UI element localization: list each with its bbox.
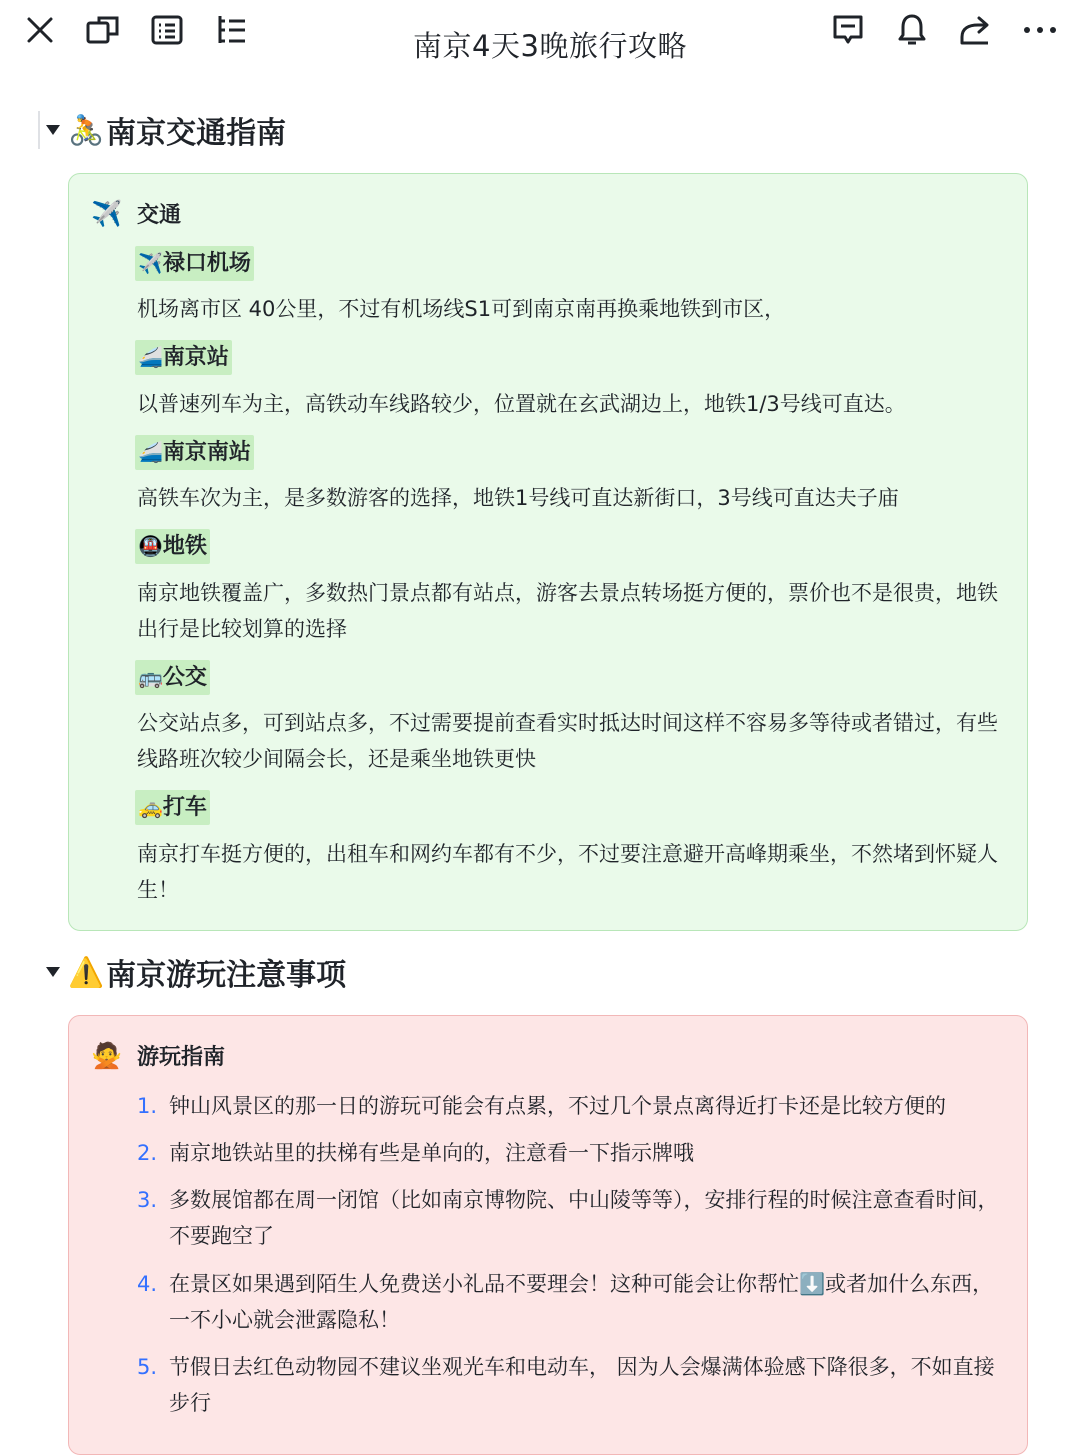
taxi-icon: 🚕 — [138, 795, 163, 819]
sub-heading-bus: 🚌公交 — [135, 660, 210, 695]
callout-title: 交通 — [137, 203, 182, 228]
callout-transport — [68, 173, 1028, 931]
top-toolbar — [0, 0, 1080, 70]
sub-heading-station: 🚄南京站 — [135, 340, 232, 375]
block-indicator — [38, 111, 40, 149]
list-text: 节假日去红色动物园不建议坐观光车和电动车， 因为人会爆满体验感下降很多，不如直接步行 — [169, 1355, 995, 1415]
callout-title: 游玩指南 — [137, 1045, 226, 1070]
metro-icon: 🚇 — [138, 534, 163, 558]
share-icon[interactable] — [956, 10, 996, 50]
sub-heading-metro: 🚇地铁 — [135, 529, 210, 564]
train-icon: 🚄 — [138, 440, 163, 464]
callout-header — [91, 198, 181, 229]
section-header-transport — [38, 105, 286, 155]
collapse-caret-icon[interactable] — [46, 125, 60, 135]
sub-heading-airport: ✈️禄口机场 — [135, 246, 254, 281]
airplane-icon: ✈️ — [91, 199, 123, 228]
paragraph: 南京打车挺方便的，出租车和网约车都有不少，不过要注意避开高峰期乘坐，不然堵到怀疑人生！ — [137, 842, 998, 902]
section-title: 南京交通指南 — [106, 116, 287, 151]
paragraph: 以普速列车为主，高铁动车线路较少，位置就在玄武湖边上，地铁1/3号线可直达。 — [137, 392, 906, 416]
sub-heading-taxi: 🚕打车 — [135, 790, 210, 825]
callout-header — [91, 1040, 225, 1071]
list-number: 4. — [137, 1272, 158, 1296]
list-number: 2. — [137, 1141, 158, 1165]
section-header-tips — [38, 947, 346, 997]
document-title: 南京4天3晚旅行攻略 — [413, 29, 687, 63]
section-title: 南京游玩注意事项 — [106, 958, 347, 993]
bus-icon: 🚌 — [138, 665, 163, 689]
more-icon[interactable] — [1020, 10, 1060, 50]
list-text: 钟山风景区的那一日的游玩可能会有点累，不过几个景点离得近打卡还是比较方便的 — [169, 1094, 946, 1118]
list-text: 多数展馆都在周一闭馆（比如南京博物院、中山陵等等），安排行程的时候注意查看时间，不要跑空了 — [169, 1188, 999, 1248]
list-text: 南京地铁站里的扶梯有些是单向的，注意看一下指示牌哦 — [169, 1141, 694, 1165]
train-icon: 🚄 — [138, 345, 163, 369]
callout-tips — [68, 1015, 1028, 1455]
collapse-caret-icon[interactable] — [46, 967, 60, 977]
cyclist-icon: 🚴 — [68, 112, 105, 147]
airplane-icon: ✈️ — [138, 251, 163, 275]
paragraph: 高铁车次为主，是多数游客的选择，地铁1号线可直达新街口，3号线可直达夫子庙 — [137, 486, 899, 510]
comment-icon[interactable] — [828, 10, 868, 50]
list-number: 1. — [137, 1094, 158, 1118]
paragraph: 南京地铁覆盖广，多数热门景点都有站点，游客去景点转场挺方便的，票价也不是很贵，地铁出行是比较划算的选择 — [137, 581, 998, 641]
warning-icon: ⚠️ — [68, 954, 105, 989]
list-text: 在景区如果遇到陌生人免费送小礼品不要理会！这种可能会让你帮忙⬇️或者加什么东西，一不小心就会泄露隐私！ — [169, 1272, 994, 1332]
list-number: 3. — [137, 1188, 158, 1212]
paragraph: 机场离市区 40公里，不过有机场线S1可到南京南再换乘地铁到市区， — [137, 297, 786, 321]
sub-heading-south-station: 🚄南京南站 — [135, 435, 254, 470]
paragraph: 公交站点多，可到站点多，不过需要提前查看实时抵达时间这样不容易多等待或者错过，有些线路班次较少间隔会长，还是乘坐地铁更快 — [137, 711, 998, 771]
bell-icon[interactable] — [892, 10, 932, 50]
person-gesturing-no-icon: 🙅 — [91, 1041, 123, 1070]
list-number: 5. — [137, 1355, 158, 1379]
